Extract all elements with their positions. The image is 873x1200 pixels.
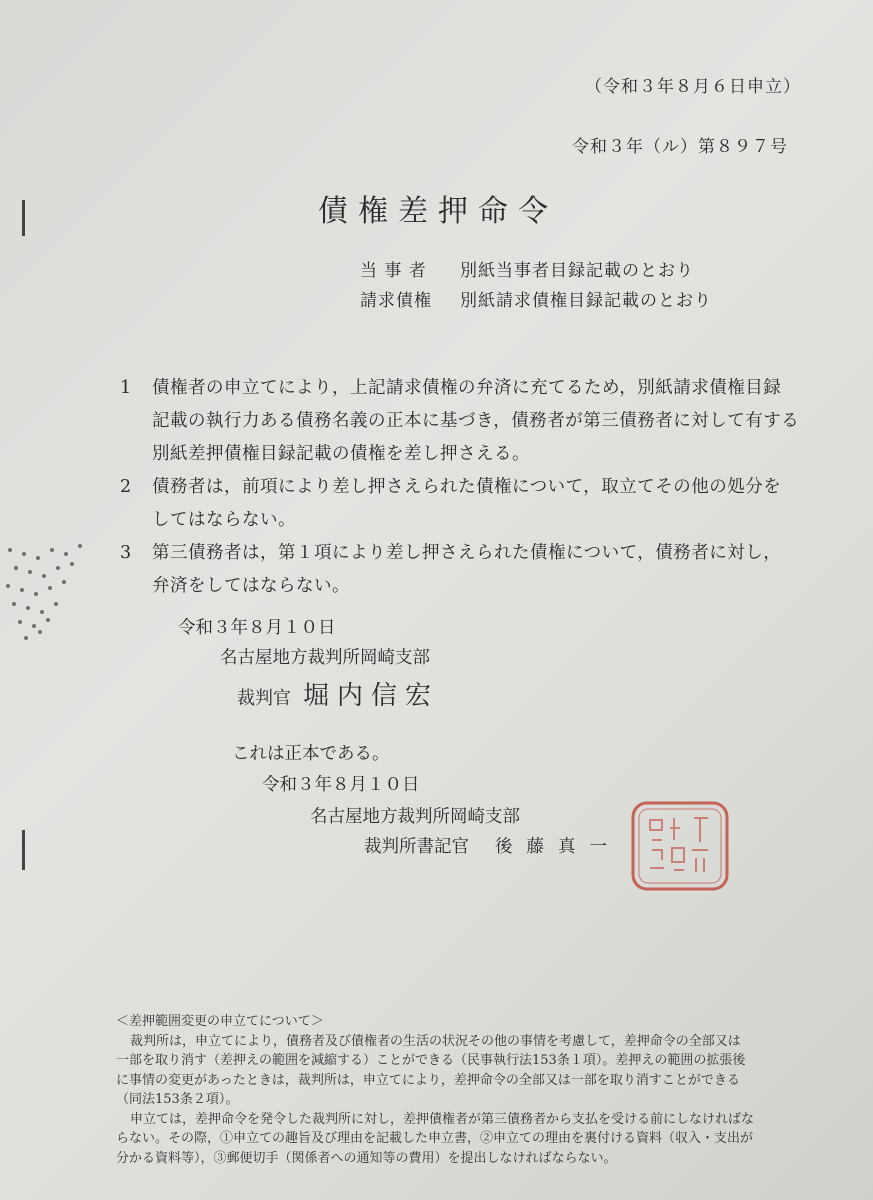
judge-name: 堀内信宏: [303, 681, 440, 711]
perforation-dot: [40, 610, 44, 614]
clerk-signature: [364, 833, 621, 858]
party-row-parties: [360, 256, 694, 281]
notice-line: 一部を取り消す（差押えの範囲を減縮する）ことができる（民事執行法153条１項）。差押えの範囲の拡張後: [116, 1053, 746, 1068]
perforation-dot: [18, 620, 22, 624]
item-number: 1: [120, 378, 132, 398]
item-line: 別紙差押債権目録記載の債権を差し押さえる。: [152, 444, 530, 464]
notice-box: [116, 1012, 754, 1168]
case-number: 令和３年（ル）第８９７号: [572, 137, 788, 157]
item-line: 記載の執行力ある債務名義の正本に基づき，債務者が第三債務者に対して有する: [152, 411, 800, 431]
judge-title: 裁判官: [237, 688, 291, 709]
perforation-dot: [26, 606, 30, 610]
item-number: 2: [120, 477, 132, 497]
certification-date: 令和３年８月１０日: [262, 775, 420, 795]
party-value: 別紙当事者目録記載のとおり: [460, 261, 694, 281]
item-line: 債権者の申立てにより，上記請求債権の弁済に充てるため，別紙請求債権目録: [152, 378, 782, 398]
notice-line: 裁判所は，申立てにより，債務者及び債権者の生活の状況その他の事情を考慮して，差押命令の全部又は: [130, 1033, 741, 1049]
party-label: 当 事 者: [360, 261, 427, 281]
certification-statement: これは正本である。: [232, 744, 390, 764]
perforation-dot: [20, 588, 24, 592]
order-item-3: [120, 537, 781, 603]
perforation-dot: [78, 544, 82, 548]
item-line: 第三債務者は，第１項により差し押さえられた債権について，債務者に対し，: [152, 543, 782, 563]
order-item-2: [120, 471, 781, 537]
certification-court: 名古屋地方裁判所岡崎支部: [310, 807, 520, 827]
filing-date: （令和３年８月６日申立）: [585, 77, 801, 97]
item-line: 債務者は，前項により差し押さえられた債権について，取立てその他の処分を: [152, 477, 782, 497]
perforation-dot: [38, 630, 42, 634]
perforation-dot: [22, 552, 26, 556]
party-row-claim: [360, 286, 712, 311]
perforation-dot: [36, 556, 40, 560]
perforation-dot: [14, 566, 18, 570]
document-title: 債権差押命令: [318, 194, 558, 229]
notice-line: （同法153条２項）。: [116, 1092, 239, 1107]
perforation-dot: [50, 548, 54, 552]
perforation-dot: [24, 636, 28, 640]
item-number: 3: [120, 543, 132, 563]
perforation-dot: [34, 592, 38, 596]
perforation-dot: [28, 570, 32, 574]
notice-line: 申立ては，差押命令を発令した裁判所に対し，差押債権者が第三債務者から支払を受ける前にしなければな: [130, 1111, 755, 1127]
staple-mark: [22, 200, 25, 236]
perforation-dot: [42, 574, 46, 578]
claim-value: 別紙請求債権目録記載のとおり: [460, 291, 712, 311]
perforation-dot: [8, 548, 12, 552]
item-line: 弁済をしてはならない。: [152, 576, 350, 596]
notice-line: 分かる資料等），③郵便切手（関係者への通知等の費用）を提出しなければならない。: [116, 1150, 617, 1166]
perforation-dot: [32, 624, 36, 628]
court-seal-stamp: [630, 800, 730, 892]
perforation-dot: [64, 552, 68, 556]
perforation-dot: [56, 566, 60, 570]
judge-signature: [237, 675, 439, 712]
notice-line: に事情の変更があったときは，裁判所は，申立てにより，差押命令の全部又は一部を取り消すことができる: [116, 1072, 740, 1088]
perforation-dot: [12, 602, 16, 606]
item-line: してはならない。: [152, 510, 296, 530]
claim-label: 請求債権: [360, 291, 432, 311]
court-name: 名古屋地方裁判所岡崎支部: [220, 648, 430, 668]
notice-line: らない。その際，①申立ての趣旨及び理由を記載した申立書，②申立ての理由を裏付ける資料（収入・支出が: [116, 1131, 754, 1146]
perforation-dot: [54, 602, 58, 606]
perforation-dot: [46, 618, 50, 622]
order-item-1: [120, 372, 799, 471]
clerk-title: 裁判所書記官: [364, 837, 469, 857]
perforation-dot: [6, 584, 10, 588]
staple-mark: [22, 830, 25, 870]
clerk-name: 後藤真一: [495, 837, 621, 857]
perforation-dot: [62, 580, 66, 584]
perforation-dot: [70, 562, 74, 566]
order-date: 令和３年８月１０日: [178, 618, 336, 638]
perforation-dot: [48, 586, 52, 590]
notice-heading: ＜差押範囲変更の申立てについて＞: [116, 1014, 324, 1029]
